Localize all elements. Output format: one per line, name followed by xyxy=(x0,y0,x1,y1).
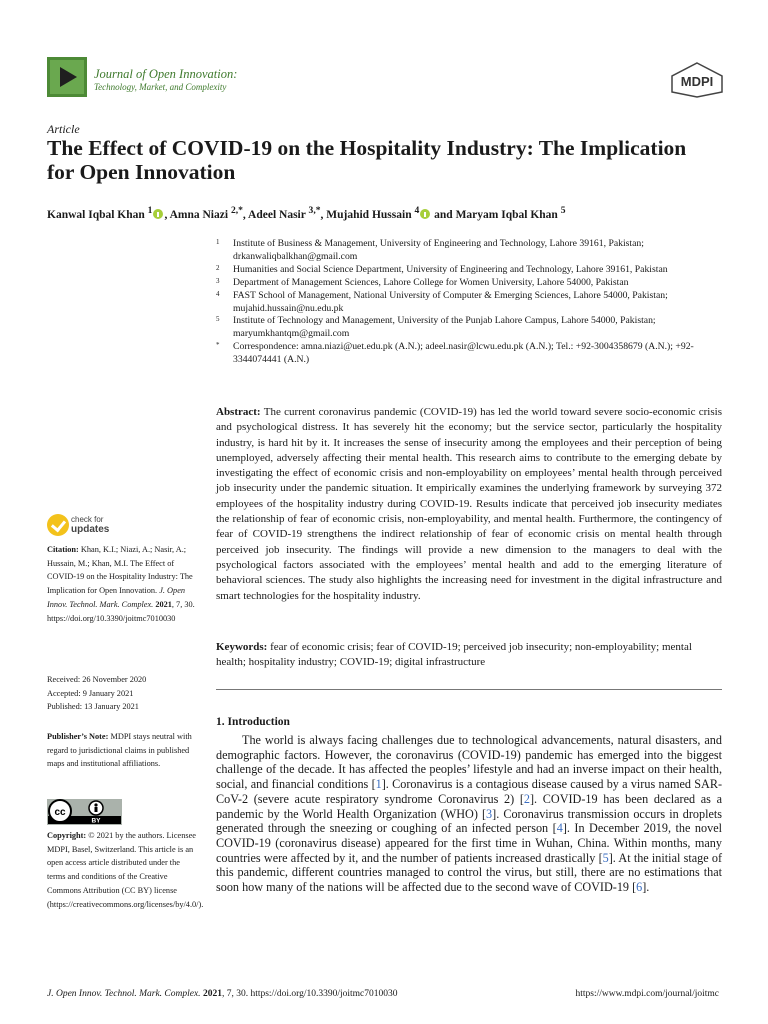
footer-journal-url[interactable]: https://www.mdpi.com/journal/joitmc xyxy=(575,989,719,999)
mdpi-logo-icon[interactable] xyxy=(669,62,725,98)
affiliation-text: Institute of Business & Management, University of Engineering and Technology, Lahore 39161, Pakistan; drkanwaliqbalkhan@gmail.com xyxy=(233,238,644,262)
check-icon xyxy=(47,514,69,536)
intro-text: ]. xyxy=(642,880,650,895)
introduction-paragraph xyxy=(216,733,722,895)
publishers-note xyxy=(47,730,197,771)
author-affiliation-mark: 2,* xyxy=(230,205,243,216)
citation-journal: J. Open Innov. Technol. Mark. Complex. xyxy=(47,586,186,609)
citation-label: Citation: xyxy=(47,545,79,554)
article-title: The Effect of COVID-19 on the Hospitality Industry: The Implication for Open Innovation xyxy=(47,136,687,184)
citation-link[interactable]: 2 xyxy=(523,791,530,806)
accepted-date: Accepted: 9 January 2021 xyxy=(47,688,134,698)
keywords xyxy=(216,640,724,671)
author-affiliation-mark: 5 xyxy=(560,205,566,216)
affiliation-text: Humanities and Social Science Department, University of Engineering and Technology, Lahore 39161, Pakistan xyxy=(233,263,668,275)
mdpi-logo-text: MDPI xyxy=(680,74,714,89)
author-name[interactable]: Mujahid Hussain xyxy=(326,208,412,221)
footer-year: 2021 xyxy=(202,989,222,999)
author-affiliation-mark: 4 xyxy=(414,205,420,216)
citation-year: 2021 xyxy=(155,599,172,609)
section-heading: 1. Introduction xyxy=(216,716,290,728)
footer-rest: , 7, 30. https://doi.org/10.3390/joitmc7010030 xyxy=(221,989,398,999)
correspondence-mark: * xyxy=(216,341,220,350)
affiliation-item xyxy=(214,238,729,264)
orcid-icon[interactable] xyxy=(153,209,163,219)
publishers-note-text: MDPI stays neutral with regard to jurisdictional claims in published maps and institutional affiliations. xyxy=(47,732,192,769)
affiliation-item xyxy=(214,315,729,341)
intro-text: ]. In December 2019, the novel COVID-19 (coronavirus disease) appeared for the first time in Wuhan, China. Within months, many countries were affected by it, and the number of patients increased drastically [ xyxy=(216,821,722,865)
journal-name[interactable] xyxy=(94,67,237,93)
abstract-text: The current coronavirus pandemic (COVID-19) has led the world toward severe socio-economic crisis and psychological distress. It has severely hit the economy; but the service sector, particularly the hospitality industry, is hard hit by it. It increases the sense of insecurity among the employees and their perception of being unemployed, adversely affecting their mental health. This research aims to contribute to the emerging debate by investigating the effect of economic crisis and non-employability on employees’ mental health through perceived job insecurity under the pandemic situation. It empirically examines the underlying framework by surveying 372 employees of the hospitality industry during COVID-19. Results indicate that perceived job insecurity mediates the relationship of fear of economic crisis, non-employability, and mental health. Furthermore, the contingency of fear of COVID-19 strengthens the indirect relationship of fear of economic crisis on mental health through perceived job insecurity. The findings will provide a new dimension to the managers to deal with the psychological factors associated with the employees’ mental health and add to the emerging literature of behavioral sciences. The study also highlights the increasing need for investment in the digital infrastructure and smart technologies for the hospitality industry. xyxy=(216,406,722,602)
author-name[interactable]: Maryam Iqbal Khan xyxy=(455,208,558,221)
affiliations xyxy=(214,238,729,367)
article-type: Article xyxy=(47,122,80,136)
affiliation-item xyxy=(214,277,729,290)
citation-link[interactable]: 5 xyxy=(602,850,609,865)
copyright-label: Copyright: xyxy=(47,831,87,840)
intro-text: ]. Coronavirus is a contagious disease caused by a virus named SAR-CoV-2 (severe acute respiratory syndrome Coronavirus 2) [ xyxy=(216,777,723,806)
abstract-label: Abstract: xyxy=(216,406,261,418)
affiliation-text: Department of Management Sciences, Lahore College for Women University, Lahore 54000, Pakistan xyxy=(233,276,629,288)
correspondence-text: Correspondence: amna.niazi@uet.edu.pk (A.N.); adeel.nasir@lcwu.edu.pk (A.N.); Tel.: +92-3004358679 (A.N.); +92-3344074441 (A.N.) xyxy=(233,341,694,366)
author-name[interactable]: Adeel Nasir xyxy=(248,208,306,221)
article-dates xyxy=(47,673,197,714)
affiliation-item xyxy=(214,290,729,316)
correspondence xyxy=(214,341,729,367)
check-for-updates-badge[interactable] xyxy=(47,512,127,538)
copyright-block xyxy=(47,829,204,911)
copyright-text: © 2021 by the authors. Licensee MDPI, Basel, Switzerland. This article is an open access article distributed under the terms and conditions of the Creative Commons Attribution (CC BY) license (https://creativecommons.org/licenses/by/4.0/). xyxy=(47,831,204,909)
intro-text: ]. COVID-19 has been declared as a pandemic by the World Health Organization (WHO) [ xyxy=(216,791,722,821)
received-date: Received: 26 November 2020 xyxy=(47,675,147,684)
author-name[interactable]: Amna Niazi xyxy=(169,208,229,221)
journal-name-line2: Technology, Market, and Complexity xyxy=(94,82,227,92)
affiliation-mark: 3 xyxy=(216,276,220,285)
orcid-icon[interactable] xyxy=(420,209,430,219)
check-badge-line1: check for xyxy=(71,515,104,524)
by-mark: BY xyxy=(91,817,101,825)
citation-link[interactable]: 3 xyxy=(486,806,493,821)
affiliation-mark: 5 xyxy=(216,315,220,324)
affiliation-text: FAST School of Management, National University of Computer & Emerging Sciences, Lahore 54000, Pakistan; mujahid.hussain@nu.edu.pk xyxy=(233,289,668,314)
author-affiliation-mark: 3,* xyxy=(308,205,321,216)
keywords-text: fear of economic crisis; fear of COVID-19; perceived job insecurity; non-employability; mental health; hospitality industry; COVID-19; digital infrastructure xyxy=(216,641,692,669)
affiliation-mark: 2 xyxy=(216,263,220,272)
citation-block xyxy=(47,543,197,625)
affiliation-mark: 1 xyxy=(216,238,220,246)
affiliation-text: Institute of Technology and Management, University of the Punjab Lahore Campus, Lahore 54000, Pakistan; maryumkhantqm@gmail.com xyxy=(233,315,656,340)
intro-text: ]. Coronavirus transmission occurs in droplets generated through the sneezing or coughing of an infected person [ xyxy=(216,806,723,836)
citation-text: Khan, K.I.; Niazi, A.; Nasir, A.; Hussain, M.; Khan, M.I. The Effect of COVID-19 on the Hospitality Industry: The Implication for Open Innovation. xyxy=(47,545,193,596)
published-date: Published: 13 January 2021 xyxy=(47,702,139,712)
affiliation-item xyxy=(214,264,729,277)
cc-by-license-icon[interactable] xyxy=(47,799,122,825)
cc-mark: cc xyxy=(54,807,66,818)
citation-rest[interactable]: , 7, 30. https://doi.org/10.3390/joitmc7010030 xyxy=(47,599,195,623)
affiliation-mark: 4 xyxy=(216,289,220,298)
footer-citation[interactable] xyxy=(47,989,398,999)
citation-link[interactable]: 6 xyxy=(636,880,643,895)
journal-name-line1: Journal of Open Innovation: xyxy=(94,67,238,81)
author-affiliation-mark: 1 xyxy=(147,205,153,216)
check-badge-line2: updates xyxy=(71,524,110,535)
citation-link[interactable]: 1 xyxy=(375,777,382,792)
author-name[interactable]: Kanwal Iqbal Khan xyxy=(47,208,145,221)
citation-link[interactable]: 4 xyxy=(556,821,563,836)
intro-text: The world is always facing challenges due to technological advancements, natural disasters, and demographic factors. However, the coronavirus (COVID-19) pandemic has emerged into the biggest challenge of the decade. It has affected the peoples’ lifestyle and had an inverse impact on their health, social, and financial conditions [ xyxy=(216,733,722,792)
section-divider xyxy=(216,689,722,690)
publishers-note-label: Publisher’s Note: xyxy=(47,732,109,741)
author-list: Kanwal Iqbal Khan $^1$ , Amna Niazi $^{2,*}$, Adeel Nasir $^{3,*}$, Mujahid Hussain $^4$ and Maryam Iqbal Khan $^5$ xyxy=(47,205,566,221)
keywords-label: Keywords: xyxy=(216,641,268,653)
footer-journal: J. Open Innov. Technol. Mark. Complex. xyxy=(47,989,201,999)
intro-text: ]. At the initial stage of this pandemic, different countries managed to control the virus, but still, there are no estimations that soon how many of the nations will be affected due to the second wave of COVID-19 [ xyxy=(216,850,722,895)
journal-header xyxy=(47,57,727,107)
abstract xyxy=(216,405,722,604)
journal-logo-icon xyxy=(47,57,87,97)
